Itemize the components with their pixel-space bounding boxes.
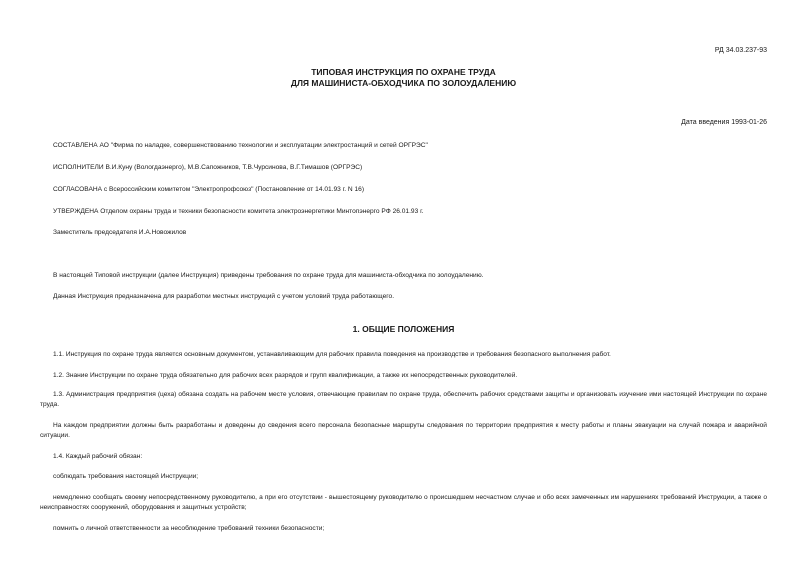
duty-report (40, 493, 767, 513)
paragraph-evacuation-text: На каждом предприятии должны быть разработаны и доведены до сведения всего персонала безопасные маршруты следования по территории предприятия к месту работы и планы эвакуации на случай пожара и аварийной ситуации. (40, 422, 767, 439)
duty-remember: помнить о личной ответственности за несоблюдение требований техники безопасности; (53, 525, 325, 532)
compiled-by: СОСТАВЛЕНА АО "Фирма по наладке, совершенствованию технологии и эксплуатации электростанций и сетей ОРГРЭС" (53, 142, 428, 149)
duty-observe: соблюдать требования настоящей Инструкции; (53, 473, 199, 480)
document-title (0, 67, 807, 89)
executors: ИСПОЛНИТЕЛИ В.И.Куну (Вологдаэнерго), М.В.Сапожников, Т.В.Чурсинова, В.Г.Тимашов (ОРГРЭС) (53, 164, 363, 171)
document-code: РД 34.03.237-93 (714, 47, 767, 54)
paragraph-1-3 (40, 390, 767, 410)
approved-by: УТВЕРЖДЕНА Отделом охраны труда и техники безопасности комитета электроэнергетики Минтопэнерго РФ 26.01.93 г. (53, 208, 424, 215)
duty-report-text: немедленно сообщать своему непосредственному руководителю, а при его отсутствии - вышестоящему руководителю о происшедшем несчастном случае и обо всех замеченных им нарушениях требований Инструкции, а также о неисправностях сооружений, оборудования и защитных устройств; (40, 494, 767, 511)
intro-paragraph-1: В настоящей Типовой инструкции (далее Инструкция) приведены требования по охране труда для машиниста-обходчика по золоудалению. (53, 272, 484, 279)
introduction-date: Дата введения 1993-01-26 (681, 119, 767, 126)
agreed-with: СОГЛАСОВАНА с Всероссийским комитетом "Электропрофсоюз" (Постановление от 14.01.93 г. N 16) (53, 186, 365, 193)
document-title-line2: ДЛЯ МАШИНИСТА-ОБХОДЧИКА ПО ЗОЛОУДАЛЕНИЮ (290, 78, 517, 88)
section-title: 1. ОБЩИЕ ПОЛОЖЕНИЯ (352, 324, 455, 334)
paragraph-1-3-text: 1.3. Администрация предприятия (цеха) обязана создать на рабочем месте условия, отвечающие правилам по охране труда, обеспечить рабочих средствами защиты и организовать изучение ими настоящей Инструкции по охране труда. (40, 391, 767, 408)
paragraph-1-2: 1.2. Знание Инструкции по охране труда обязательно для рабочих всех разрядов и групп квалификации, а также их непосредственных руководителей. (53, 372, 518, 379)
paragraph-1-1: 1.1. Инструкция по охране труда является основным документом, устанавливающим для рабочих правила поведения на производстве и требования безопасного выполнения работ. (53, 351, 611, 358)
paragraph-evacuation (40, 421, 767, 441)
document-title-line1: ТИПОВАЯ ИНСТРУКЦИЯ ПО ОХРАНЕ ТРУДА (311, 67, 496, 77)
paragraph-1-4: 1.4. Каждый рабочий обязан: (53, 453, 143, 460)
intro-paragraph-2: Данная Инструкция предназначена для разработки местных инструкций с учетом условий труда работающего. (53, 293, 395, 300)
deputy-chairman: Заместитель председателя И.А.Новожилов (53, 229, 187, 236)
